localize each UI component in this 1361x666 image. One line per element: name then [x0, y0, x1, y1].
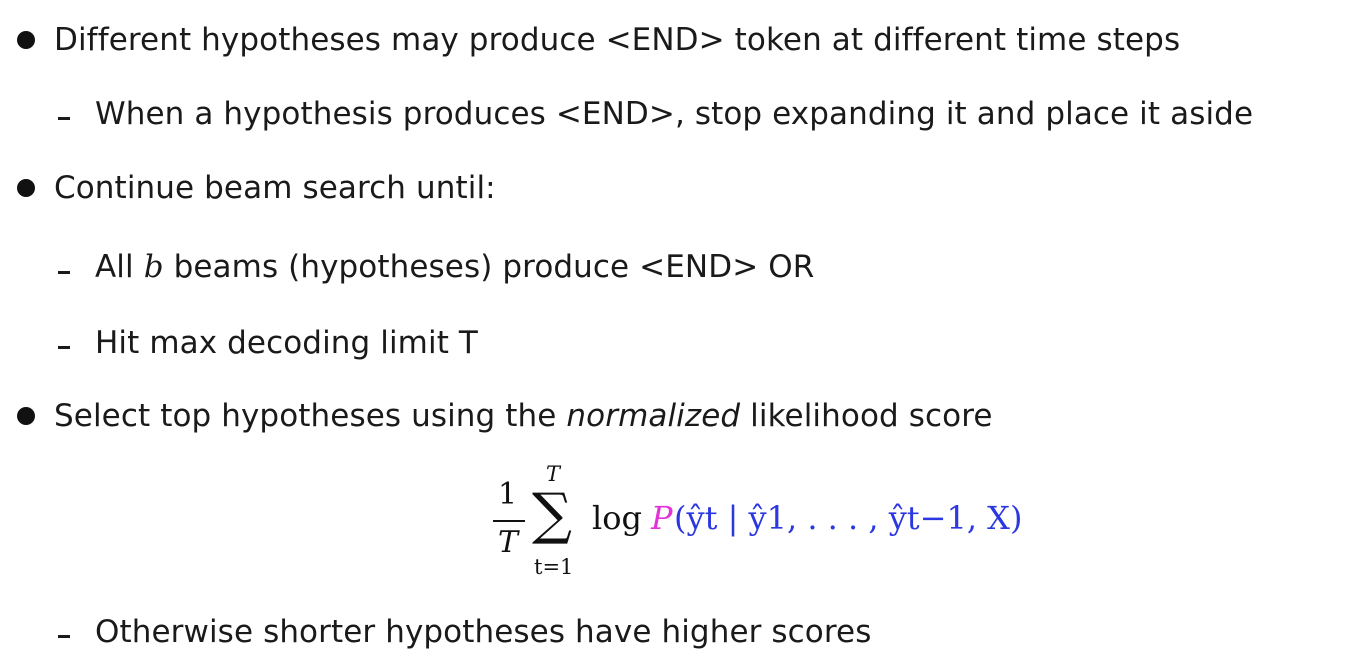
fraction-numerator: 1: [498, 477, 518, 512]
bullet-dot-3: [17, 407, 35, 425]
bullet-2-text: Continue beam search until:: [54, 170, 496, 206]
normalized-score-formula: [488, 462, 1023, 592]
dash-2-2: [58, 346, 70, 349]
probability-symbol: P: [651, 499, 673, 537]
bullet-3-text: [54, 396, 993, 436]
subitem-2-1-before: All: [95, 249, 144, 285]
beam-width-variable: b: [143, 249, 164, 285]
bullet-3-after: likelihood score: [740, 398, 993, 434]
bullet-3-emphasis: normalized: [566, 398, 741, 434]
subitem-2-2-text: Hit max decoding limit T: [95, 325, 478, 361]
probability-arguments: (ŷt | ŷ1, . . . , ŷt−1, X): [674, 499, 1023, 537]
bullet-dot-1: [17, 31, 35, 49]
subitem-1-1-text: When a hypothesis produces <END>, stop expanding it and place it aside: [95, 96, 1254, 132]
dash-3-1: [58, 635, 70, 638]
fraction-denominator: T: [498, 525, 519, 560]
fraction-bar: [493, 520, 525, 522]
log-function: log: [592, 499, 642, 537]
dash-2-1: [58, 271, 70, 274]
bullet-1-text: Different hypotheses may produce <END> token at different time steps: [54, 22, 1181, 58]
dash-1-1: [58, 117, 70, 120]
subitem-3-1-text: Otherwise shorter hypotheses have higher scores: [95, 614, 872, 650]
bullet-dot-2: [17, 179, 35, 197]
sum-symbol: ∑: [532, 482, 572, 547]
sum-lower-limit: t=1: [534, 555, 574, 579]
subitem-2-1-text: [95, 247, 814, 287]
bullet-3-before: Select top hypotheses using the: [54, 398, 567, 434]
subitem-2-1-after: beams (hypotheses) produce <END> OR: [163, 249, 815, 285]
sum-upper-limit: T: [546, 462, 561, 486]
